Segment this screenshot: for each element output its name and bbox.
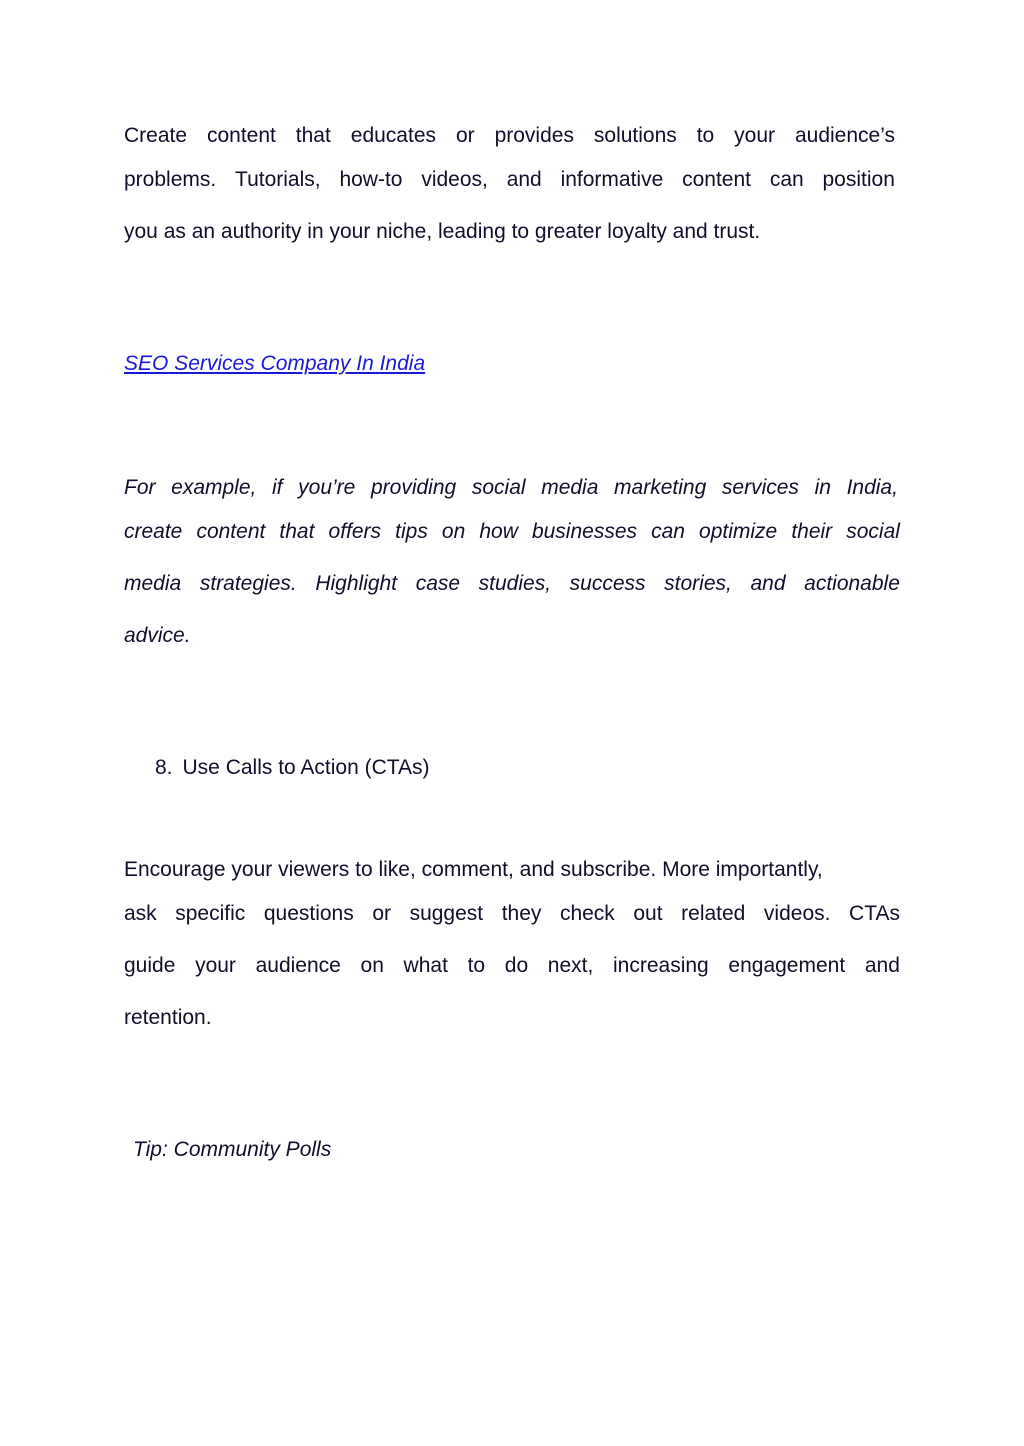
word: problems. [124,168,217,191]
word: provides [494,124,574,147]
paragraph-line [124,168,895,192]
word: content [206,124,276,147]
word: that [295,124,331,147]
word: tips [395,520,428,543]
word: can [651,520,685,543]
word: videos, [421,168,488,191]
word: if [272,476,283,499]
word: solutions [593,124,677,147]
word: position [822,168,895,191]
word: or [372,902,391,925]
word: audience’s [794,124,895,147]
seo-services-link[interactable]: SEO Services Company In India [124,352,426,375]
word: you’re [298,476,356,499]
paragraph-line [124,572,900,596]
word: CTAs [849,902,900,925]
word: increasing [613,954,709,977]
word: suggest [409,902,484,925]
word: optimize [699,520,778,543]
paragraph-line [124,954,900,978]
word: questions [263,902,354,925]
word: audience [255,954,341,977]
word: and [750,572,786,595]
word: informative [560,168,664,191]
word: Create [124,124,188,147]
paragraph-line [124,520,900,544]
word: and [506,168,542,191]
word: or [455,124,475,147]
word: guide [124,954,176,977]
word: on [360,954,384,977]
word: in [814,476,831,499]
list-item-text: Use Calls to Action (CTAs) [182,756,430,779]
paragraph-line [124,902,900,926]
word: educates [350,124,436,147]
word: offers [328,520,382,543]
word: your [195,954,236,977]
word: content [682,168,751,191]
word: strategies. [199,572,297,595]
list-item-heading [155,756,430,780]
word: ask [124,902,157,925]
word: do [504,954,529,977]
word: out [633,902,663,925]
word: create [124,520,183,543]
paragraph-line [124,124,895,148]
word: case [415,572,461,595]
word: For [124,476,156,499]
word: Highlight [315,572,398,595]
paragraph-line: advice. [124,624,191,647]
word: videos. [763,902,831,925]
word: media [541,476,599,499]
word: stories, [664,572,732,595]
word: check [559,902,615,925]
word: next, [547,954,594,977]
word: actionable [804,572,900,595]
word: social [471,476,526,499]
word: providing [370,476,457,499]
word: can [769,168,804,191]
paragraph-line: retention. [124,1006,212,1029]
word: how [479,520,518,543]
word: services [721,476,799,499]
word: example, [171,476,257,499]
paragraph-line [124,476,898,500]
word: to [467,954,486,977]
paragraph-line: Encourage your viewers to like, comment, and subscribe. More importantly, [124,858,823,881]
word: and [864,954,900,977]
word: studies, [478,572,552,595]
word: how-to [339,168,403,191]
word: India, [846,476,898,499]
list-number: 8. [155,756,173,779]
word: social [846,520,900,543]
word: their [791,520,833,543]
word: businesses [531,520,638,543]
word: to [696,124,715,147]
word: on [441,520,466,543]
word: Tutorials, [235,168,321,191]
word: that [279,520,315,543]
word: marketing [614,476,707,499]
word: content [196,520,266,543]
word: media [124,572,182,595]
paragraph-line: you as an authority in your niche, leading to greater loyalty and trust. [124,220,761,243]
word: engagement [728,954,846,977]
word: success [569,572,646,595]
word: they [501,902,542,925]
word: what [403,954,448,977]
word: related [681,902,746,925]
word: specific [175,902,246,925]
word: your [734,124,776,147]
tip-heading: Tip: Community Polls [133,1138,332,1161]
